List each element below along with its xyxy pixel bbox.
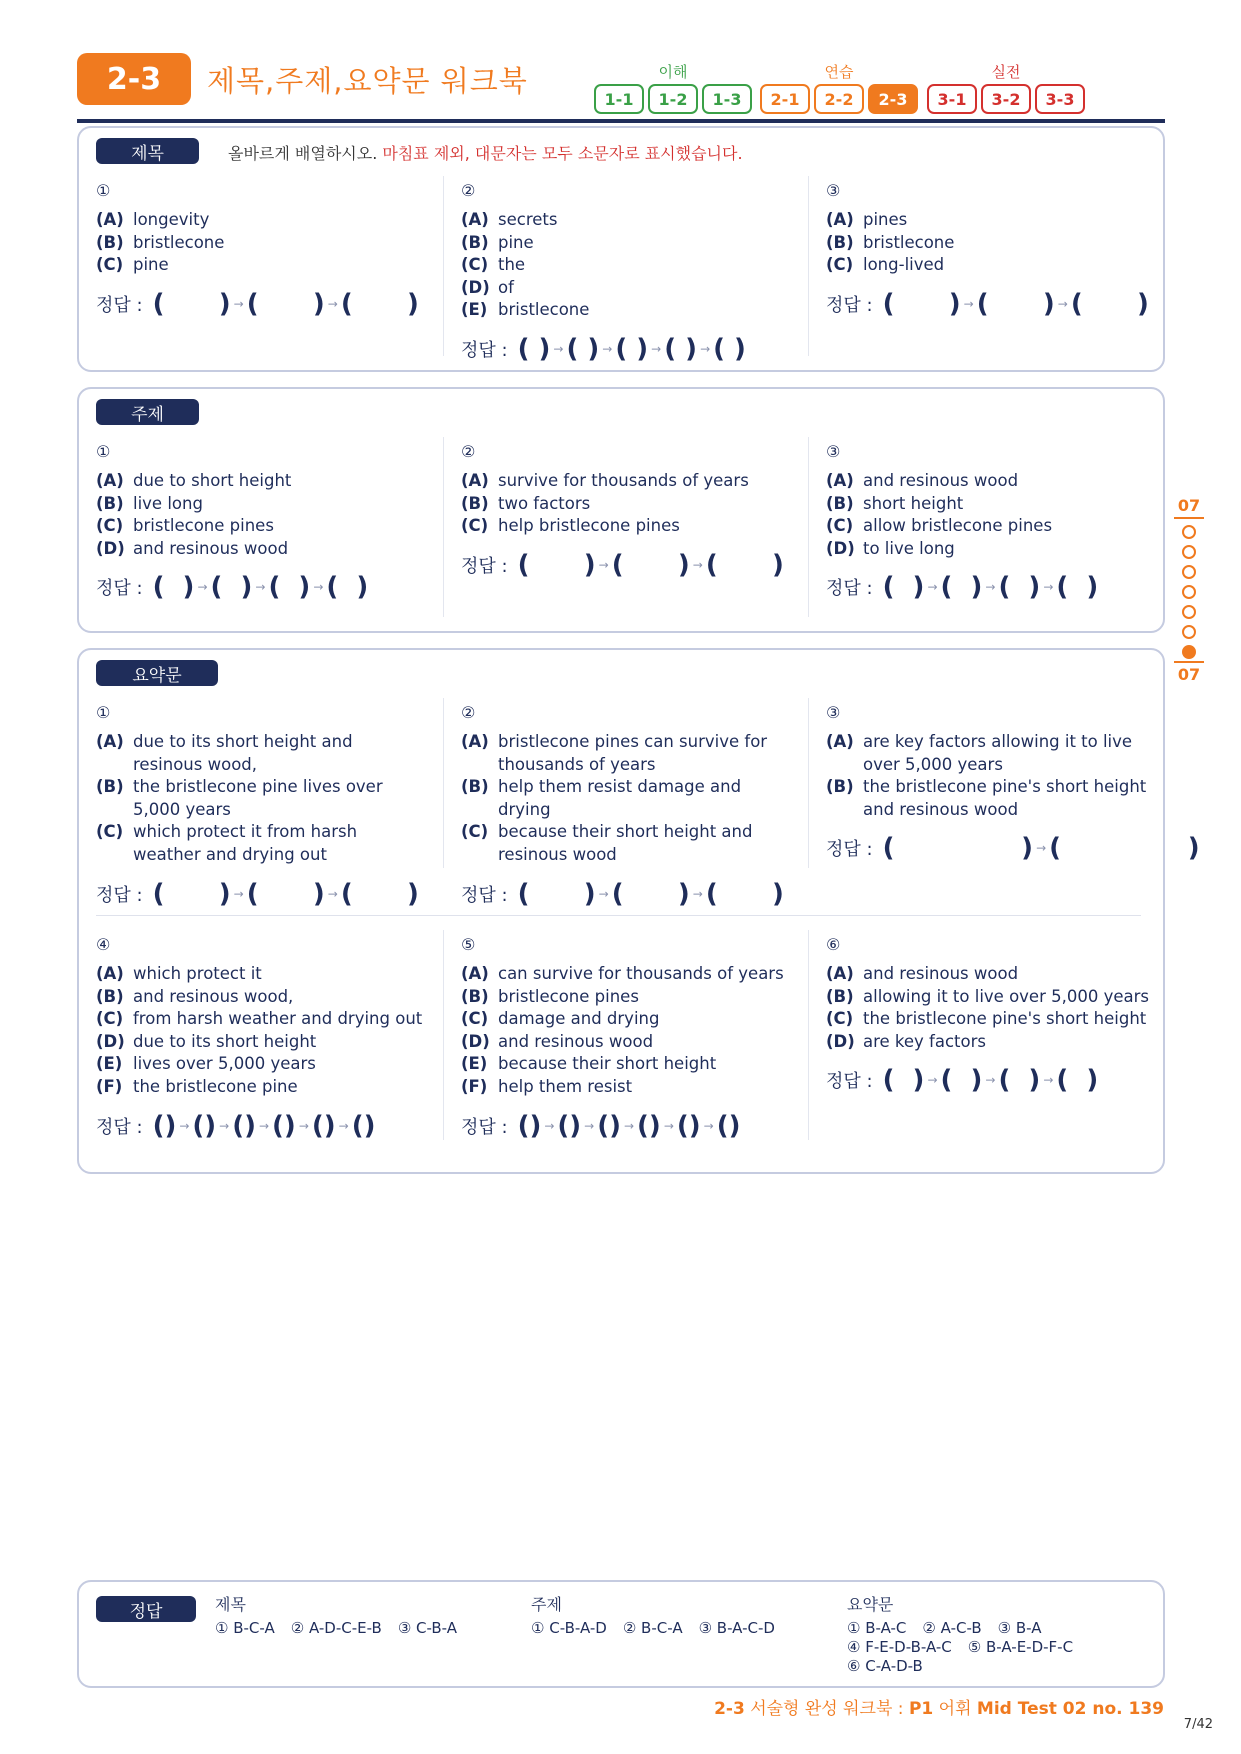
choice-item: (B) bristlecone pines [461, 986, 639, 1006]
answer-key-item: ② A-C-B [922, 1619, 982, 1637]
answer-label: 정답 : [826, 294, 873, 316]
choice-item: (A) and resinous wood [826, 471, 1019, 490]
question-topic-1 [96, 442, 416, 602]
choice-item: (C) pine [96, 255, 169, 275]
answer-label: 정답 : [461, 555, 508, 577]
answer-blank-row[interactable]: 정답 : ( ) → ( ) → ( ) → ( ) [96, 572, 369, 603]
unit-badge: 2-3 [77, 53, 191, 105]
nav-label-practice: 연습 [824, 63, 854, 81]
progress-dot [1182, 545, 1196, 559]
question-number: ③ [826, 703, 841, 722]
choice-item: (A) and resinous wood [826, 964, 1019, 983]
answer-label: 정답 : [96, 1116, 143, 1138]
answer-blank-row[interactable]: 정답 : ( ) → ( ) → ( ) [96, 288, 419, 319]
section-tag-topic: 주제 [96, 399, 199, 425]
column-divider [443, 437, 444, 617]
choice-item: (B) the bristlecone pine's short height and resinous wood [826, 777, 1147, 819]
answer-blank-row[interactable]: 정답 : ( ) → ( ) → ( ) → ( ) [826, 1065, 1099, 1096]
question-summary-3 [826, 703, 1200, 864]
progress-dot-active [1182, 645, 1196, 659]
section-tag-title: 제목 [96, 138, 199, 164]
choice-item: (B) the bristlecone pine lives over 5,000 years [96, 777, 383, 819]
question-number: ② [461, 442, 476, 461]
progress-dot [1182, 625, 1196, 639]
question-title-2 [461, 181, 781, 364]
choice-item: (D) and resinous wood [96, 538, 289, 558]
choice-item: (B) live long [96, 493, 203, 513]
question-number: ① [96, 181, 111, 200]
question-summary-6 [826, 935, 1156, 1095]
answer-key-topic: 주제 ① C-B-A-D ② B-C-A ③ B-A-C-D [531, 1595, 775, 1637]
question-number: ④ [96, 935, 111, 954]
nav-label-understand: 이해 [658, 63, 688, 81]
choice-item: (A) can survive for thousands of years [461, 964, 784, 983]
question-number: ① [96, 703, 111, 722]
answer-blank-row[interactable]: 정답 : ( ) → ( ) → ( ) [826, 288, 1149, 319]
column-divider [808, 930, 809, 1140]
title-section [77, 126, 1165, 372]
answer-label: 정답 : [461, 339, 508, 361]
choice-item: (C) the bristlecone pine's short height [826, 1009, 1147, 1029]
choice-item: (A) pines [826, 210, 908, 229]
answer-blank-row[interactable]: 정답 : () → () → () → () → () → () [96, 1110, 376, 1141]
choice-item: (D) due to its short height [96, 1031, 317, 1051]
column-divider [808, 176, 809, 356]
choice-item: (A) which protect it [96, 964, 262, 983]
side-page-bottom: 07 [1174, 661, 1204, 684]
answer-key-item: ① B-A-C [847, 1619, 907, 1637]
choice-item: (E) bristlecone [461, 300, 590, 320]
nav-label-actual: 실전 [991, 63, 1021, 81]
row-divider [96, 915, 1141, 916]
answer-key-tag: 정답 [96, 1596, 196, 1622]
page-header [77, 53, 1165, 123]
choice-item: (E) lives over 5,000 years [96, 1054, 316, 1074]
choice-item: (B) and resinous wood, [96, 986, 294, 1006]
choice-item: (C) bristlecone pines [96, 516, 274, 536]
answer-key-item: ① B-C-A [215, 1619, 275, 1637]
progress-dot [1182, 565, 1196, 579]
choice-item: (C) because their short height and resinous wood [461, 822, 753, 864]
answer-blank-row[interactable]: 정답 : () → () → () → () → () → () [461, 1110, 741, 1141]
progress-dot [1182, 585, 1196, 599]
page-title: 제목,주제,요약문 워크북 [207, 64, 528, 98]
answer-label: 정답 : [96, 294, 143, 316]
choice-item: (C) long-lived [826, 255, 945, 275]
choice-item: (B) help them resist damage and drying [461, 777, 742, 819]
footer-caption: 2-3 서술형 완성 워크북 : P1 어휘 Mid Test 02 no. 139 [714, 1699, 1164, 1719]
answer-key-item: ① C-B-A-D [531, 1619, 607, 1637]
answer-key-item: ③ B-A-C-D [698, 1619, 775, 1637]
answer-key-title: 제목 ① B-C-A ② A-D-C-E-B ③ C-B-A [215, 1595, 458, 1637]
question-number: ⑤ [461, 935, 476, 954]
column-divider [443, 176, 444, 356]
choice-item: (F) help them resist [461, 1076, 633, 1096]
question-summary-4 [96, 935, 426, 1141]
answer-key-item: ⑥ C-A-D-B [847, 1657, 923, 1675]
nav-button-1-3[interactable]: 1-3 [702, 84, 752, 114]
nav-button-2-3[interactable]: 2-3 [868, 84, 918, 114]
choice-item: (A) due to short height [96, 471, 292, 490]
nav-button-2-1[interactable]: 2-1 [760, 84, 810, 114]
choice-item: (E) because their short height [461, 1054, 717, 1074]
question-topic-3 [826, 442, 1146, 602]
column-divider [808, 698, 809, 868]
choice-item: (D) to live long [826, 538, 955, 558]
column-divider [443, 698, 444, 868]
answer-blank-row[interactable]: 정답 : ( ) → ( ) → ( ) [461, 878, 784, 909]
section-tag-summary: 요약문 [96, 660, 218, 686]
column-divider [443, 930, 444, 1140]
header-divider [77, 119, 1165, 123]
progress-dot [1182, 605, 1196, 619]
column-divider [808, 437, 809, 617]
instruction-note: 마침표 제외, 대문자는 모두 소문자로 표시했습니다. [382, 144, 743, 163]
answer-label: 정답 : [96, 884, 143, 906]
answer-label: 정답 : [826, 578, 873, 600]
choice-item: (F) the bristlecone pine [96, 1076, 298, 1096]
question-topic-2 [461, 442, 784, 580]
answer-key-summary: 요약문 ① B-A-C ② A-C-B ③ B-A ④ F-E-D-B-A-C ⑤ B-A-E-D-F-C ⑥ C-A-D-B [847, 1595, 1074, 1675]
answer-label: 정답 : [826, 1071, 873, 1093]
progress-dot [1182, 525, 1196, 539]
answer-label: 정답 : [461, 1116, 508, 1138]
choice-item: (B) bristlecone [96, 232, 225, 252]
answer-key-item: ③ C-B-A [397, 1619, 458, 1637]
choice-item: (D) are key factors [826, 1031, 986, 1051]
answer-blank-row[interactable]: 정답 : ( ) → ( ) → ( ) → ( ) [826, 572, 1099, 603]
question-summary-1 [96, 703, 426, 909]
choice-item: (A) are key factors allowing it to live over 5,000 years [826, 732, 1133, 774]
choice-item: (A) due to its short height and resinous wood, [96, 732, 353, 774]
choice-item: (A) longevity [96, 210, 210, 229]
answer-key-item: ② B-C-A [622, 1619, 683, 1637]
choice-item: (C) damage and drying [461, 1009, 660, 1029]
choice-item: (D) of [461, 277, 514, 297]
topic-section [77, 387, 1165, 633]
question-title-1 [96, 181, 419, 319]
choice-item: (B) two factors [461, 493, 591, 513]
instruction [228, 141, 743, 164]
answer-key-item: ② A-D-C-E-B [290, 1619, 382, 1637]
question-number: ① [96, 442, 111, 461]
question-title-3 [826, 181, 1149, 319]
answer-label: 정답 : [826, 839, 873, 861]
choice-item: (A) secrets [461, 210, 558, 229]
nav-button-2-2[interactable]: 2-2 [814, 84, 864, 114]
nav-button-1-2[interactable]: 1-2 [648, 84, 698, 114]
question-number: ③ [826, 181, 841, 200]
choice-item: (B) allowing it to live over 5,000 years [826, 986, 1149, 1006]
nav-button-3-2[interactable]: 3-2 [981, 84, 1031, 114]
question-number: ③ [826, 442, 841, 461]
choice-item: (B) pine [461, 232, 534, 252]
side-page-top: 07 [1174, 496, 1204, 519]
answer-label: 정답 : [96, 578, 143, 600]
nav-button-1-1[interactable]: 1-1 [594, 84, 644, 114]
answer-key-box [77, 1580, 1165, 1688]
answer-key-item: ③ B-A [997, 1619, 1042, 1637]
nav-button-3-3[interactable]: 3-3 [1035, 84, 1085, 114]
instruction-main: 올바르게 배열하시오. [228, 144, 378, 163]
choice-item: (C) which protect it from harsh weather and drying out [96, 822, 358, 864]
choice-item: (C) help bristlecone pines [461, 516, 680, 536]
answer-key-item: ⑤ B-A-E-D-F-C [967, 1638, 1074, 1656]
answer-blank-row[interactable]: 정답 : ( ) → ( ) → ( ) [461, 549, 784, 580]
choice-item: (D) and resinous wood [461, 1031, 654, 1051]
answer-blank-row[interactable]: 정답 : ( ) → ( ) → ( ) → ( ) → ( ) [461, 333, 746, 364]
choice-item: (B) short height [826, 493, 964, 513]
question-summary-2 [461, 703, 791, 909]
choice-item: (C) from harsh weather and drying out [96, 1009, 423, 1029]
choice-item: (B) bristlecone [826, 232, 955, 252]
answer-blank-row[interactable]: 정답 : ( ) → ( ) [826, 833, 1200, 864]
question-number: ② [461, 181, 476, 200]
question-summary-5 [461, 935, 791, 1141]
page-number: 7/42 [1183, 1717, 1213, 1732]
answer-blank-row[interactable]: 정답 : ( ) → ( ) → ( ) [96, 878, 419, 909]
side-progress-tab [1174, 496, 1204, 684]
choice-item: (C) the [461, 255, 526, 275]
choice-item: (C) allow bristlecone pines [826, 516, 1053, 536]
answer-key-item: ④ F-E-D-B-A-C [847, 1638, 952, 1656]
answer-label: 정답 : [461, 884, 508, 906]
choice-item: (A) bristlecone pines can survive for thousands of years [461, 732, 768, 774]
nav-button-3-1[interactable]: 3-1 [927, 84, 977, 114]
question-number: ⑥ [826, 935, 841, 954]
question-number: ② [461, 703, 476, 722]
choice-item: (A) survive for thousands of years [461, 471, 749, 490]
